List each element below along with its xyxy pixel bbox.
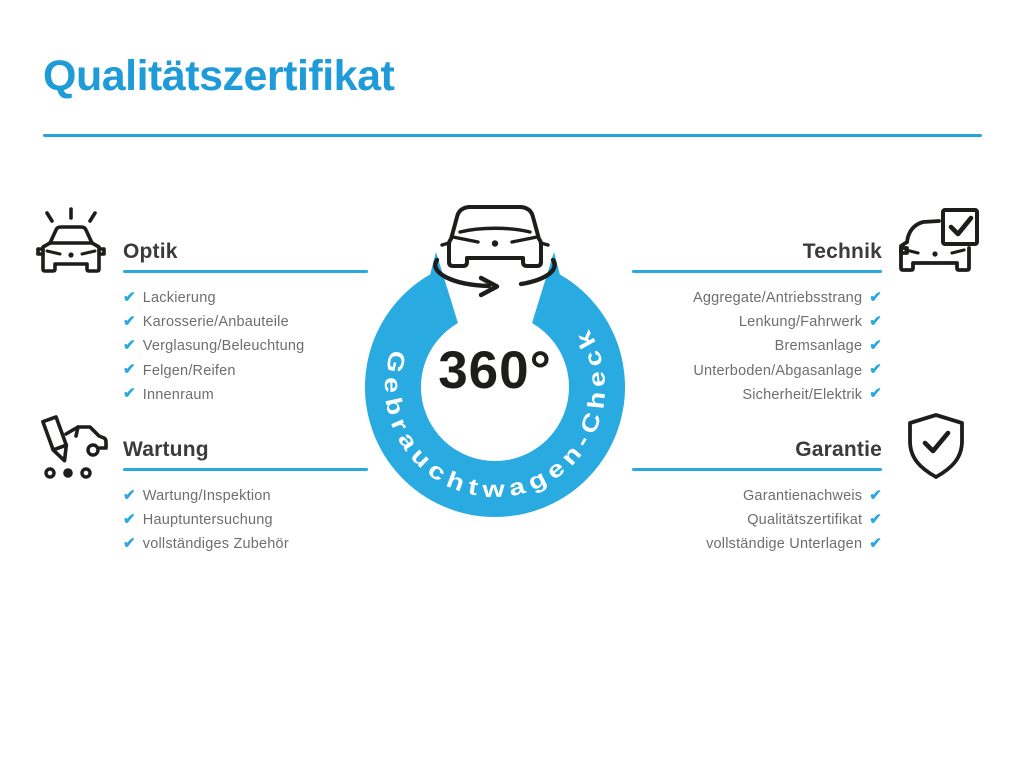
section-technik	[632, 237, 882, 407]
checklist-label: Hauptuntersuchung	[142, 512, 273, 529]
checklist-label: Lackierung	[142, 290, 216, 307]
badge-ring-label: Gebrauchtwagen-Check	[379, 325, 611, 503]
checklist-label: Sicherheit/Elektrik	[742, 386, 863, 403]
car-checkbox-icon	[893, 202, 985, 290]
check-icon: ✔	[123, 510, 136, 528]
checklist-item	[123, 310, 368, 334]
check-icon: ✔	[123, 361, 136, 379]
check-icon: ✔	[869, 534, 882, 552]
title-divider	[43, 134, 982, 137]
checklist-item	[632, 532, 882, 556]
checklist-item	[632, 334, 882, 358]
checklist-item	[632, 359, 882, 383]
section-garantie	[632, 435, 882, 557]
checklist-label: Lenkung/Fahrwerk	[738, 314, 863, 331]
checklist-label: Unterboden/Abgasanlage	[693, 362, 863, 379]
section-rule	[632, 468, 882, 471]
check-icon: ✔	[869, 312, 882, 330]
service-record-icon	[36, 410, 108, 482]
checklist-item	[123, 508, 368, 532]
checklist-label: Qualitätszertifikat	[747, 512, 863, 529]
check-icon: ✔	[869, 385, 882, 403]
checklist-item	[632, 286, 882, 310]
badge-degrees: 360°	[438, 341, 552, 400]
checklist-item	[123, 484, 368, 508]
page-title: Qualitätszertifikat	[43, 52, 395, 100]
check-icon: ✔	[869, 486, 882, 504]
check-icon: ✔	[123, 534, 136, 552]
checklist-label: Bremsanlage	[774, 338, 863, 355]
checklist-label: Wartung/Inspektion	[142, 488, 271, 505]
check-icon: ✔	[869, 361, 882, 379]
check-icon: ✔	[869, 336, 882, 354]
checklist-label: Garantienachweis	[742, 488, 863, 505]
checklist-item	[632, 484, 882, 508]
check-icon: ✔	[869, 288, 882, 306]
check-icon: ✔	[123, 486, 136, 504]
section-rule	[632, 270, 882, 273]
checklist-label: Karosserie/Anbauteile	[142, 314, 289, 331]
shiny-car-icon	[33, 203, 109, 285]
section-technik-title: Technik	[802, 240, 882, 263]
check-icon: ✔	[123, 385, 136, 403]
checklist-label: Innenraum	[142, 386, 214, 403]
checklist-item	[632, 383, 882, 407]
checklist-label: vollständige Unterlagen	[706, 536, 863, 553]
section-optik	[123, 237, 368, 407]
checklist-label: Aggregate/Antriebsstrang	[692, 290, 863, 307]
check-icon: ✔	[123, 336, 136, 354]
checklist-item	[123, 383, 368, 407]
check-icon: ✔	[123, 312, 136, 330]
section-wartung	[123, 435, 368, 557]
checklist-item	[123, 334, 368, 358]
checklist-item	[632, 508, 882, 532]
checklist-item	[123, 359, 368, 383]
section-rule	[123, 270, 368, 273]
checklist-item	[123, 532, 368, 556]
badge-360-check	[350, 200, 640, 530]
section-optik-title: Optik	[123, 240, 178, 263]
section-rule	[123, 468, 368, 471]
checklist-item	[123, 286, 368, 310]
checklist-item	[632, 310, 882, 334]
check-icon: ✔	[123, 288, 136, 306]
rotating-car-icon	[435, 207, 554, 295]
checklist-label: Felgen/Reifen	[142, 362, 236, 379]
checklist-label: vollständiges Zubehör	[142, 536, 289, 553]
section-wartung-title: Wartung	[123, 438, 209, 461]
checklist-label: Verglasung/Beleuchtung	[142, 338, 305, 355]
shield-check-icon	[901, 410, 971, 482]
check-icon: ✔	[869, 510, 882, 528]
section-garantie-title: Garantie	[795, 438, 882, 461]
